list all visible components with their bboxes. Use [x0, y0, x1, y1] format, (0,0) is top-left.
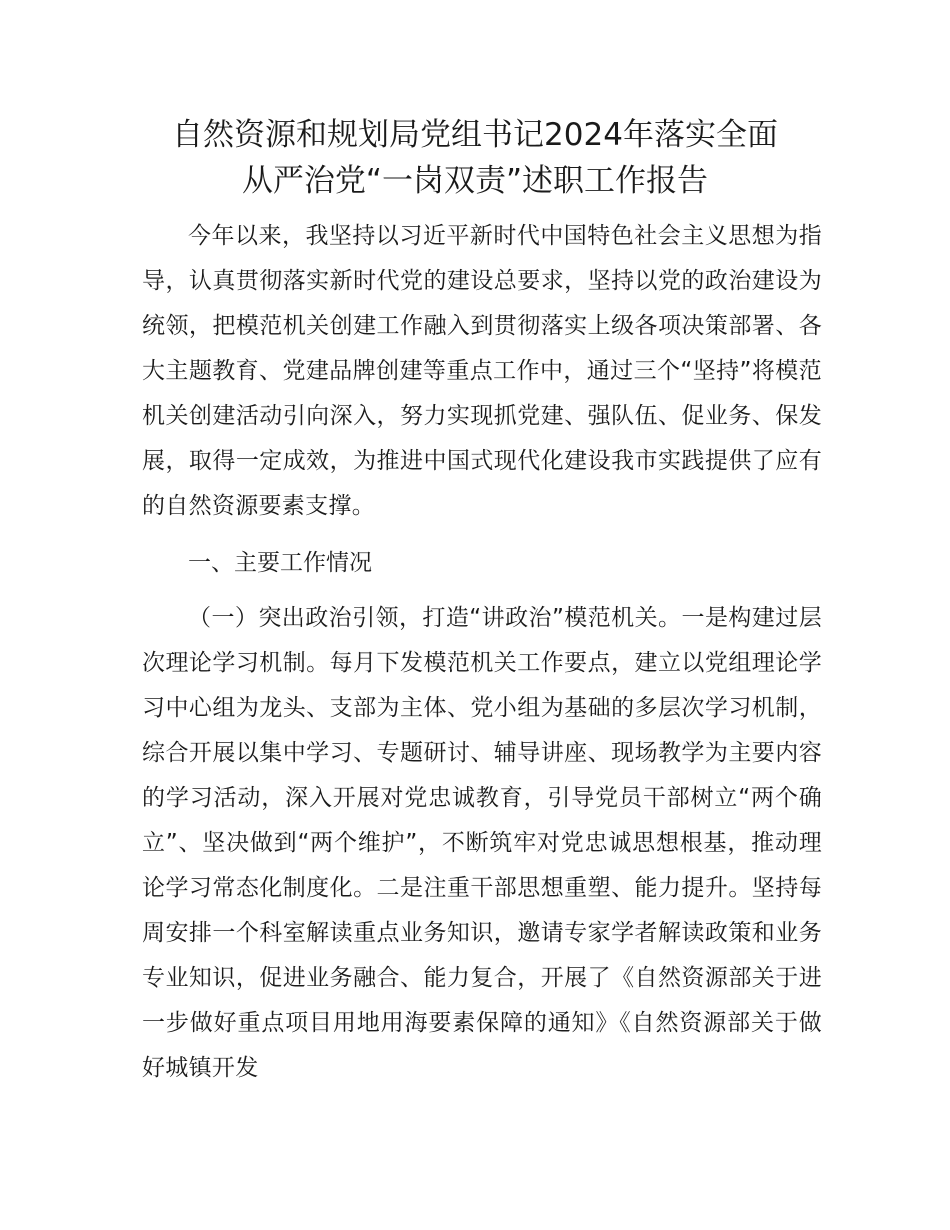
intro-paragraph: 今年以来，我坚持以习近平新时代中国特色社会主义思想为指导，认真贯彻落实新时代党的建设总要求，坚持以党的政治建设为统领，把模范机关创建工作融入到贯彻落实上级各项决策部署、各大主题教育、党建品牌创建等重点工作中，通过三个“坚持”将模范机关创建活动引向深入，努力实现抓党建、强队伍、促业务、保发展，取得一定成效，为推进中国式现代化建设我市实践提供了应有的自然资源要素支撑。	[142, 223, 822, 519]
section-heading-main-work: 一、主要工作情况	[188, 550, 372, 576]
document-body	[142, 214, 822, 1091]
section-paragraph-political-leadership: （一）突出政治引领，打造“讲政治”模范机关。一是构建过层次理论学习机制。每月下发模范机关工作要点，建立以党组理论学习中心组为龙头、支部为主体、党小组为基础的多层次学习机制，综合开展以集中学习、专题研讨、辅导讲座、现场教学为主要内容的学习活动，深入开展对党忠诚教育，引导党员干部树立“两个确立”、坚决做到“两个维护”，不断筑牢对党忠诚思想根基，推动理论学习常态化制度化。二是注重干部思想重塑、能力提升。坚持每周安排一个科室解读重点业务知识，邀请专家学者解读政策和业务专业知识，促进业务融合、能力复合，开展了《自然资源部关于进一步做好重点项目用地用海要素保障的通知》《自然资源部关于做好城镇开发	[142, 605, 822, 1081]
title-line-1: 自然资源和规划局党组书记2024年落实全面	[172, 117, 778, 153]
document-title	[100, 112, 850, 204]
title-line-2: 从严治党“一岗双责”述职工作报告	[241, 163, 709, 199]
